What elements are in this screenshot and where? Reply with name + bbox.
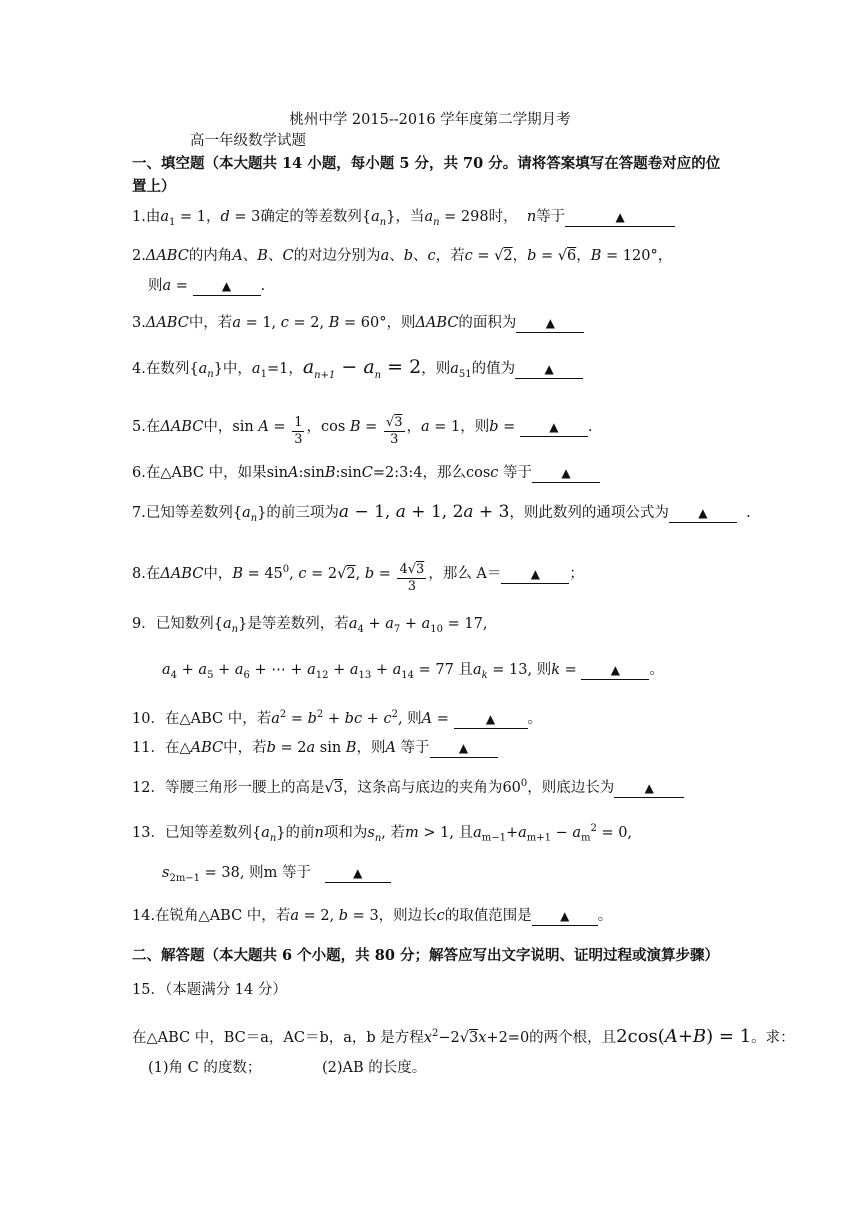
question-7: 7.已知等差数列$\{a_n\}$的前三项为a − 1, a + 1, 2a + 3，则此数列的通项公式为 ▲ . bbox=[132, 502, 751, 524]
question-14: 14.在锐角△ABC 中，若a = 2, b = 3，则边长c的取值范围是 ▲ 。 bbox=[132, 908, 613, 924]
blank-marker-icon: ▲ bbox=[615, 210, 625, 224]
question-13: 13．已知等差数列$\{a_n\}$的前n项和为$s_n$, 若m > 1, 且$a_{m-1}+a_{m+1} - a_m^2 = 0$, bbox=[132, 823, 633, 844]
blank-marker-icon: ▲ bbox=[561, 466, 571, 480]
answer-blank-4[interactable] bbox=[515, 360, 583, 379]
question-15-part-1: (1)角 C 的度数； bbox=[148, 1060, 262, 1076]
blank-marker-icon: ▲ bbox=[560, 909, 570, 923]
question-9-cont: $a_4 + a_5 + a_6$ + ⋯ + $a_{12} + a_{13} + a_{14} = 77$ 且$a_k = 13$, 则k = ▲ 。 bbox=[162, 662, 664, 681]
answer-blank-14[interactable] bbox=[532, 907, 598, 926]
blank-marker-icon: ▲ bbox=[549, 420, 559, 434]
answer-blank-5[interactable] bbox=[520, 418, 588, 437]
answer-blank-2[interactable] bbox=[193, 277, 261, 296]
answer-blank-12[interactable] bbox=[614, 779, 684, 798]
question-4: 4.在数列$\{a_n\}$中，$a_1=1$，$a_{n+1} - a_n = 2$，则$a_{51}$的值为 ▲ bbox=[132, 357, 583, 386]
question-8: 8.在ΔABC中，$B = 45^0$, c = 2√2, b = $\frac{4√3}{3}$ ，那么 A＝ ▲ ； bbox=[132, 561, 584, 594]
question-5: 5.在ΔABC中，sin A = $\frac{1}{3}$ ，cos B = $\frac{√3}{3}$ ，a = 1，则b = ▲ . bbox=[132, 415, 593, 447]
blank-marker-icon: ▲ bbox=[698, 506, 708, 520]
answer-blank-7[interactable] bbox=[669, 504, 737, 523]
question-2-cont: 则a = ▲ . bbox=[148, 278, 266, 294]
exam-subtitle: 高一年级数学试题 bbox=[190, 133, 306, 149]
blank-marker-icon: ▲ bbox=[530, 566, 541, 581]
answer-blank-1[interactable] bbox=[565, 208, 675, 227]
blank-marker-icon: ▲ bbox=[610, 663, 620, 677]
question-15-body: 在△ABC 中，BC＝a，AC＝b，a，b 是方程$x^2-2√3x+2=0$的两个根，且2cos(A+B) = 1。求： bbox=[132, 1025, 795, 1047]
section2-heading: 二、解答题（本大题共 6 个小题，共 80 分；解答应写出文字说明、证明过程或演算步骤） bbox=[132, 947, 719, 964]
question-2: 2.ΔABC的内角A、B、C的对边分别为a、b、c，若c = √2，b = √6，B = 120°， bbox=[132, 248, 673, 264]
answer-blank-8[interactable] bbox=[501, 565, 569, 584]
answer-blank-6[interactable] bbox=[532, 464, 600, 483]
blank-marker-icon: ▲ bbox=[545, 316, 556, 330]
question-15-title: 15．（本题满分 14 分） bbox=[132, 982, 287, 998]
question-10: 10．在△ABC 中，若$a^2 = b^2$ + bc + $c^2$, 则A = ▲ 。 bbox=[132, 709, 543, 727]
blank-marker-icon: ▲ bbox=[644, 780, 654, 795]
exam-title: 桃州中学 2015--2016 学年度第二学期月考 bbox=[289, 112, 571, 128]
blank-marker-icon: ▲ bbox=[485, 711, 496, 726]
answer-blank-3[interactable] bbox=[516, 314, 584, 333]
section1-heading: 一、填空题（本大题共 14 小题，每小题 5 分，共 70 分。请将答案填写在答题卷对应的位 bbox=[132, 155, 721, 172]
answer-blank-13[interactable] bbox=[325, 864, 391, 883]
question-1: 1.由$a_1 = 1$，d = 3确定的等差数列$\{a_n\}$，当$a_n = 298$时， n等于 ▲ bbox=[132, 207, 675, 233]
question-15-part-2: (2)AB 的长度。 bbox=[322, 1060, 427, 1076]
answer-blank-9[interactable] bbox=[581, 661, 649, 680]
question-12: 12．等腰三角形一腰上的高是√3，这条高与底边的夹角为$60^0$，则底边长为 ▲ bbox=[132, 774, 684, 798]
answer-blank-10[interactable] bbox=[454, 710, 528, 729]
question-11: 11．在△ABC中，若b = 2a sin B，则A 等于 ▲ bbox=[132, 738, 498, 758]
question-13-cont: $s_{2m-1} = 38$, 则m 等于 ▲ bbox=[162, 863, 391, 889]
question-3: 3.ΔABC中，若a = 1, c = 2, B = 60°，则ΔABC的面积为 ▲ bbox=[132, 313, 584, 333]
blank-marker-icon: ▲ bbox=[221, 279, 232, 293]
blank-marker-icon: ▲ bbox=[353, 866, 363, 880]
answer-blank-11[interactable] bbox=[430, 739, 498, 758]
question-9: 9．已知数列$\{a_n\}$是等差数列，若$a_4 + a_7 + a_{10} = 17$, bbox=[132, 616, 488, 635]
section1-heading-cont: 置上） bbox=[132, 178, 176, 195]
blank-marker-icon: ▲ bbox=[544, 362, 554, 376]
question-6: 6.在△ABC 中，如果sinA:sinB:sinC=2:3:4，那么cosc 等于 ▲ bbox=[132, 463, 600, 483]
blank-marker-icon: ▲ bbox=[458, 741, 469, 755]
